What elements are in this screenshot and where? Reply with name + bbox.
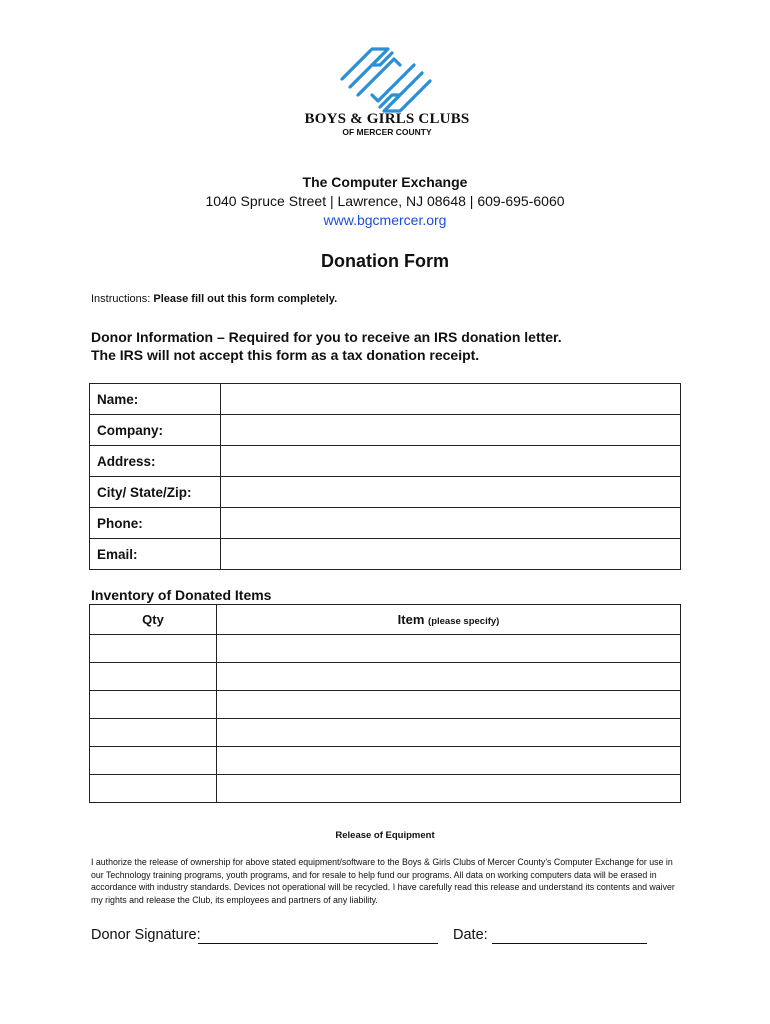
qty-cell[interactable] [90,691,217,719]
item-column-header [217,605,681,635]
item-cell[interactable] [217,635,681,663]
item-column-note: (please specify) [428,616,500,627]
item-cell[interactable] [217,691,681,719]
qty-cell[interactable] [90,635,217,663]
item-cell[interactable] [217,747,681,775]
donor-label: Phone: [90,508,221,539]
signature-line[interactable] [198,943,438,944]
company-field[interactable] [221,415,681,446]
item-cell[interactable] [217,775,681,803]
donor-heading-line1: Donor Information – Required for you to receive an IRS donation letter. [91,329,562,345]
instructions-label: Instructions: [91,293,151,305]
donor-info-table [89,383,681,570]
donor-row-address [90,446,681,477]
form-title: Donation Form [321,251,449,271]
donor-row-company [90,415,681,446]
org-name: BOYS & GIRLS CLUBS [304,111,470,127]
table-row [90,663,681,691]
inventory-header-row [90,605,681,635]
signature-label: Donor Signature: [91,927,201,943]
qty-cell[interactable] [90,663,217,691]
table-row [90,747,681,775]
table-row [90,775,681,803]
donor-heading-line2: The IRS will not accept this form as a tax donation receipt. [91,347,480,363]
inventory-title: Inventory of Donated Items [91,587,272,603]
org-subname: OF MERCER COUNTY [342,127,432,137]
qty-cell[interactable] [90,775,217,803]
date-line[interactable] [492,943,647,944]
city-state-zip-field[interactable] [221,477,681,508]
exchange-website-link[interactable]: www.bgcmercer.org [323,212,447,228]
table-row [90,719,681,747]
donor-label: City/ State/Zip: [90,477,221,508]
exchange-title: The Computer Exchange [302,174,468,190]
email-field[interactable] [221,539,681,570]
donor-label: Address: [90,446,221,477]
inventory-table [89,604,681,803]
item-cell[interactable] [217,663,681,691]
clasped-hands-icon [336,45,436,115]
qty-cell[interactable] [90,747,217,775]
item-column-label: Item [397,612,425,627]
donor-row-name [90,384,681,415]
donor-row-email [90,539,681,570]
donor-label: Email: [90,539,221,570]
table-row [90,635,681,663]
address-field[interactable] [221,446,681,477]
qty-cell[interactable] [90,719,217,747]
instructions-text: Please fill out this form completely. [150,293,338,305]
phone-field[interactable] [221,508,681,539]
date-label: Date: [453,927,488,943]
instructions [91,293,337,305]
table-row [90,691,681,719]
release-text: I authorize the release of ownership for above stated equipment/software to the Boys & Girls Clubs of Mercer County’s Computer Exchange for use in our Technology training programs, youth programs, and for resale to help fund our programs. All data on working computers data will be erased in accordance with industry standards. Devices not operational will be recycled. I have carefully read this release and understand its contents and waiver my rights and release the Club, its employees and partners of any liability. [91,857,675,905]
donor-row-city-state-zip [90,477,681,508]
name-field[interactable] [221,384,681,415]
exchange-address: 1040 Spruce Street | Lawrence, NJ 08648 | 609-695-6060 [205,193,565,209]
donor-label: Name: [90,384,221,415]
donor-row-phone [90,508,681,539]
donor-label: Company: [90,415,221,446]
item-cell[interactable] [217,719,681,747]
release-title: Release of Equipment [335,830,435,841]
qty-column-header: Qty [90,605,217,635]
